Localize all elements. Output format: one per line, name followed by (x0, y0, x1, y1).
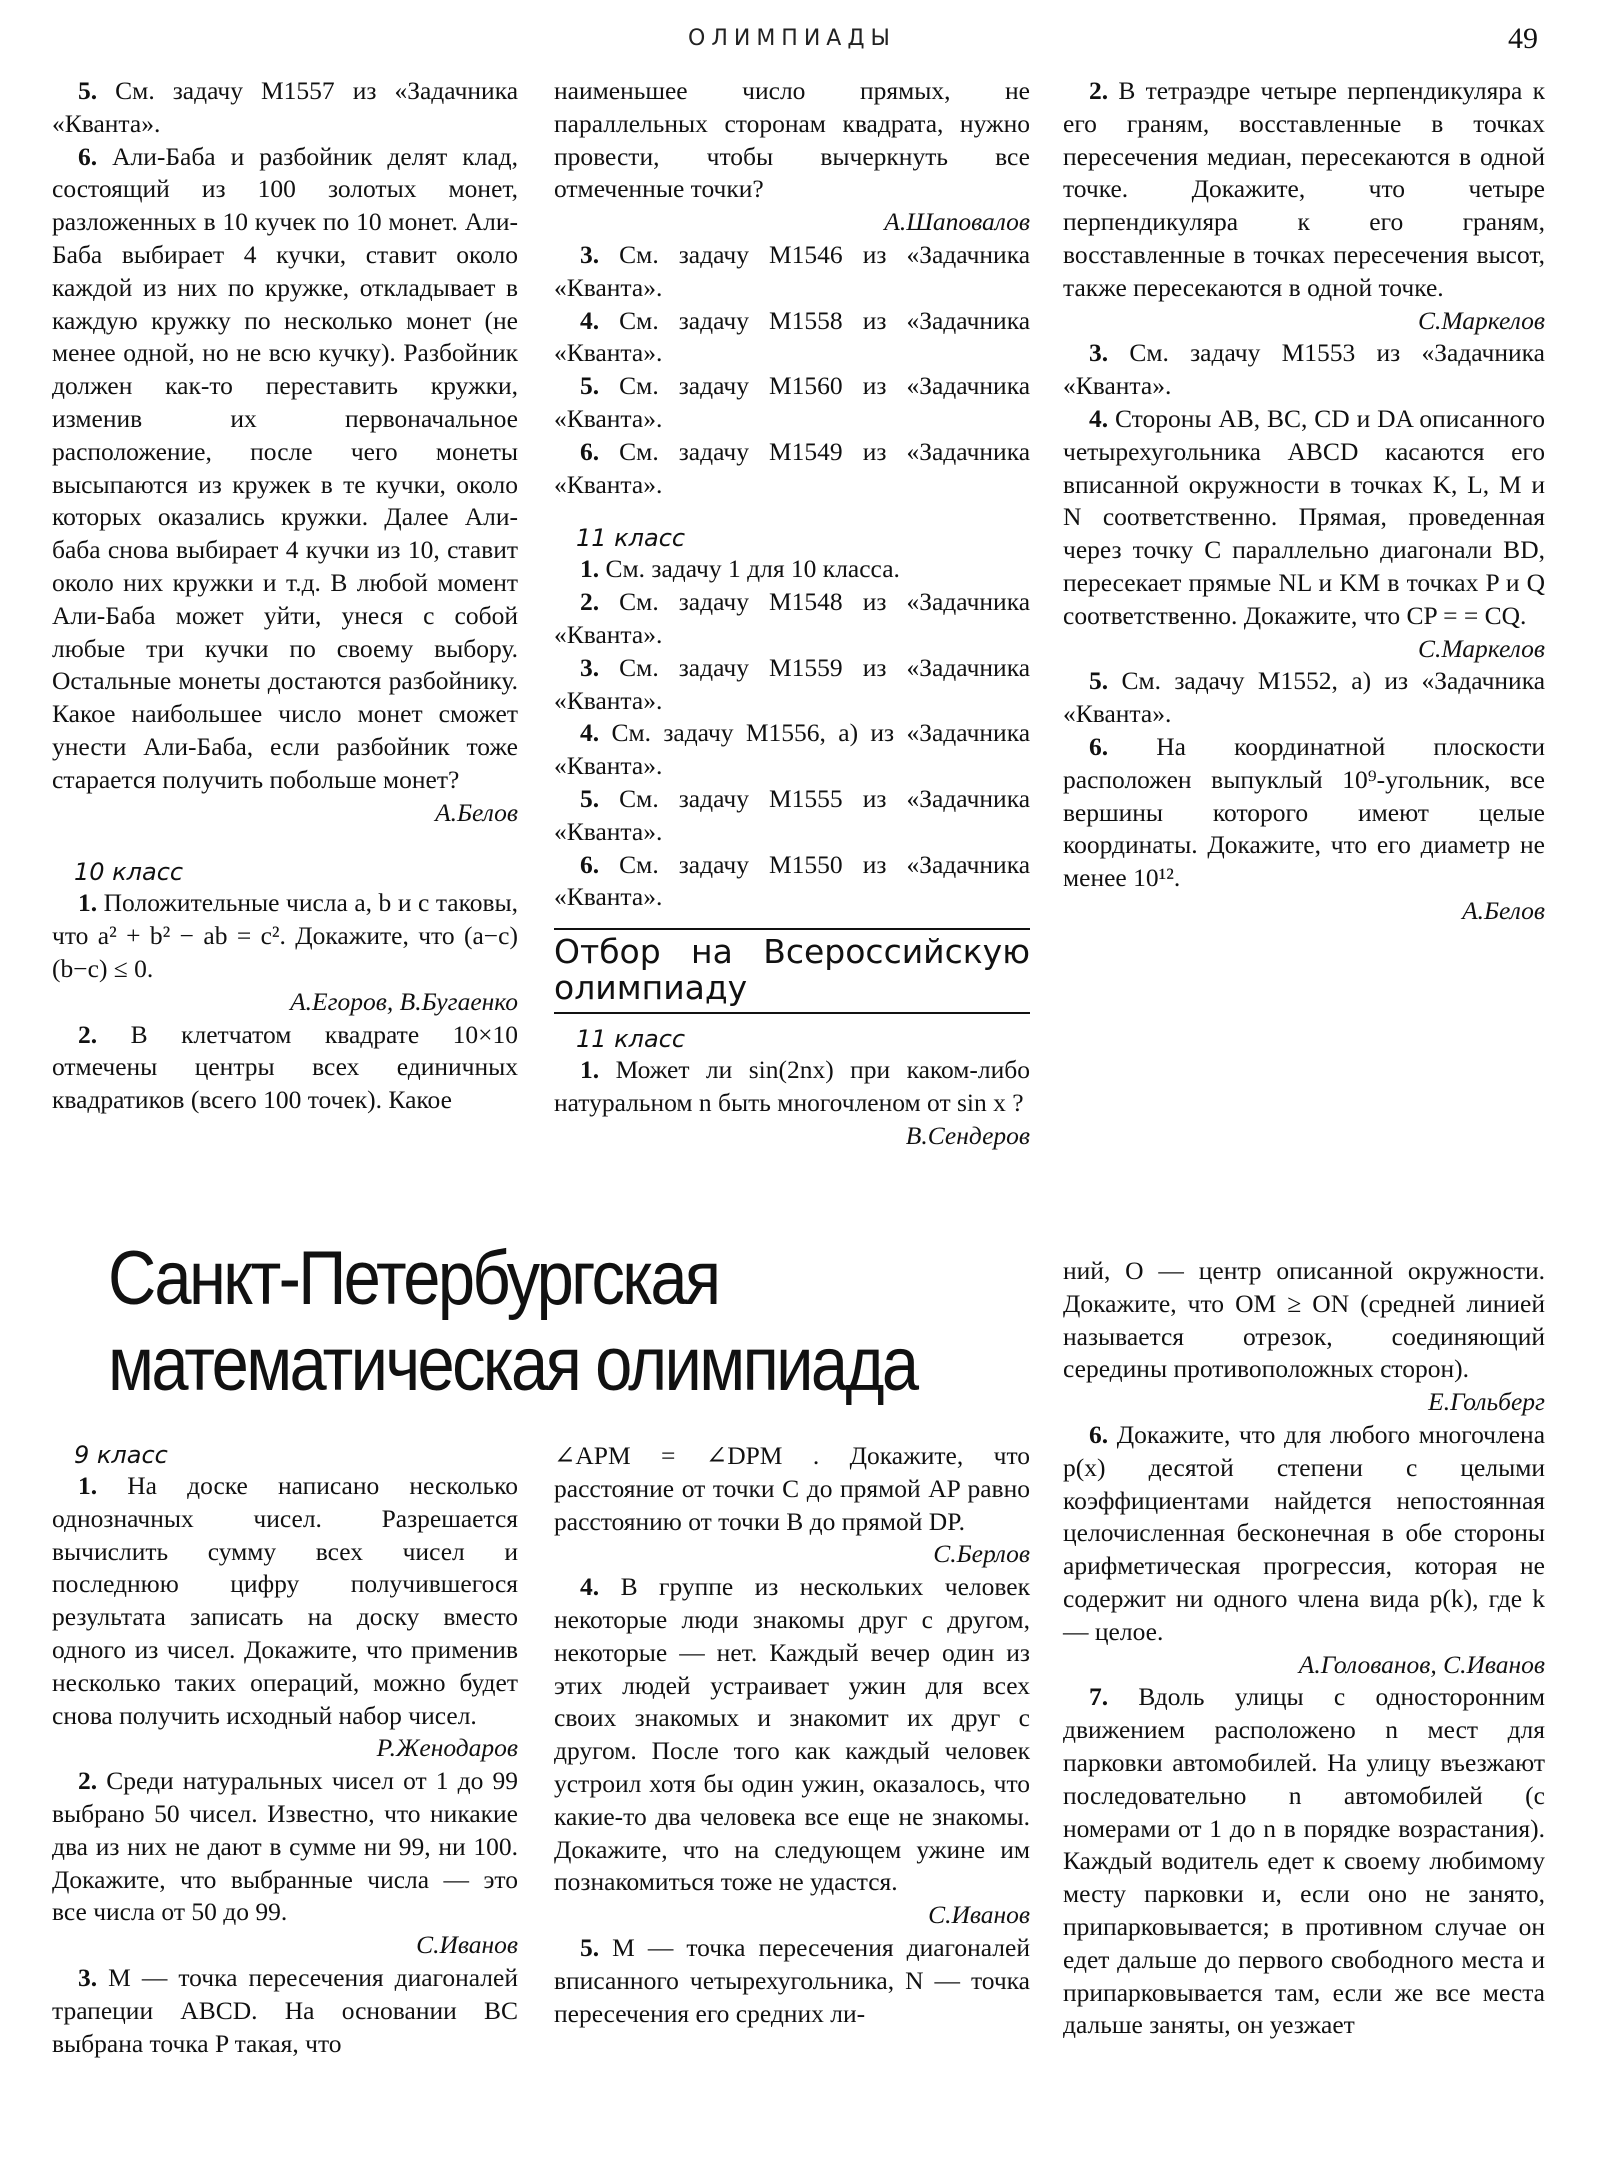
problem-number: 5. (580, 371, 600, 401)
problem-number: 5. (580, 783, 600, 813)
problem-number: 5. (78, 76, 98, 105)
problem-number: 4. (580, 1572, 600, 1602)
problem-number: 5. (580, 1932, 600, 1962)
problem-text: M — точка пересечения диагоналей вписанного четырехугольника, N — точка пересечения его средних ли- (554, 1932, 1030, 2028)
problem-number: 7. (1089, 1682, 1109, 1712)
running-title: ОЛИМПИАДЫ (688, 26, 896, 51)
problem (1063, 1419, 1545, 1649)
problem-list (554, 1571, 1030, 2030)
problem (52, 1962, 518, 2060)
problem-text: M — точка пересечения диагоналей трапеции ABCD. На основании BC выбрана точка P такая, что (52, 1962, 518, 2058)
problem-list (52, 1470, 518, 2060)
problem (554, 370, 1030, 436)
problem-text: См. задачу М1549 из «Задачника «Кванта». (554, 436, 1031, 499)
problem-text: См. задачу М1560 из «Задачника «Кванта». (554, 371, 1031, 433)
problem-list (52, 887, 518, 1117)
author: С.Маркелов (1418, 633, 1545, 663)
author: В.Сендеров (905, 1120, 1030, 1150)
author: А.Егоров, В.Бугаенко (290, 986, 518, 1016)
problem-text: См. задачу М1550 из «Задачника «Кванта». (554, 849, 1031, 912)
problem-text: См. задачу М1548 из «Задачника «Кванта». (554, 587, 1031, 649)
article-column-2 (554, 1440, 1030, 2030)
problem-number: 4. (580, 718, 600, 748)
problem-number: 6. (580, 436, 600, 466)
problem (554, 305, 1030, 371)
problem (554, 717, 1030, 783)
problem (1063, 403, 1545, 633)
problem (554, 1932, 1030, 2030)
problem (554, 652, 1030, 718)
problem-number: 3. (78, 1962, 98, 1992)
author: С.Маркелов (1418, 305, 1545, 335)
problem-text: См. задачу М1555 из «Задачника «Кванта». (554, 783, 1031, 846)
page-header (0, 22, 1600, 66)
section-heading: 9 класс (74, 1441, 168, 1469)
problem-text: На доске написано несколько однозначных чисел. Разрешается вычислить сумму всех чисел и последнюю цифру получившегося результата записать на доску вместо одного из чисел. Докажите, что применив несколько таких операций, можно будет снова получить исходный набор чисел. (52, 1471, 518, 1730)
problem (1063, 1681, 1545, 2042)
problem-text: См. задачу М1546 из «Задачника «Кванта». (554, 239, 1031, 302)
problem-number: 1. (78, 888, 98, 918)
problem-continuation: ний, O — центр описанной окружности. Докажите, что OM ≥ ON (средней линией называется отрезок, соединяющий середины противоположных сторон). (1063, 1256, 1545, 1384)
problem-text: В клетчатом квадрате 10×10 отмечены центры всех единичных квадратиков (всего 100 точек). Какое (52, 1019, 519, 1115)
problem-list (1063, 665, 1545, 895)
problem-number: 1. (78, 1471, 98, 1500)
problem (554, 436, 1030, 502)
problem-list (1063, 1419, 1545, 2042)
article-title (108, 1236, 916, 1408)
author: С.Иванов (928, 1900, 1030, 1930)
problem (1063, 337, 1545, 403)
title-line-2: математическая олимпиада (108, 1322, 917, 1407)
subsection-heading: Отбор на Всероссийскую олимпиаду (554, 928, 1030, 1014)
problem-text: Али-Баба и разбойник делят клад, состоящий из 100 золотых монет, разложенных в 10 кучек по 10 монет. Али-Баба выбирает 4 кучки, ставит около каждой из них по кружке, откладывает в каждую кружку по несколько монет (не менее одной, но не всю кучку). Разбойник должен как-то переставить кружки, изменив их первоначальное расположение, после чего монеты высыпаются из кружек в те кучки, около которых оказались кружки. Далее Али-баба снова выбирает 4 кучки из 10, ставит около них кружки и т.д. В любой момент Али-Баба может уйти, унеся с собой любые три кучки по своему выбору. Остальные монеты достаются разбойнику. Какое наибольшее число монет сможет унести Али-Баба, если разбойник тоже старается получить побольше монет? (52, 141, 518, 794)
section-heading: 11 класс (576, 1025, 686, 1054)
problem-number: 4. (580, 305, 600, 335)
problem-number: 6. (1089, 1419, 1109, 1449)
problem-text: См. задачу М1559 из «Задачника «Кванта». (554, 652, 1031, 715)
problem-number: 2. (580, 587, 600, 617)
problem-number: 3. (580, 239, 600, 269)
problem (554, 783, 1030, 849)
author: А.Шаповалов (884, 207, 1030, 237)
problem-text: В группе из нескольких человек некоторые люди знакомы друг с другом, некоторые — нет. Каждый вечер один из этих людей устраивает ужин для всех своих знакомых и знакомит их друг с другом. После того как каждый человек устроил хотя бы один ужин, оказалось, что какие-то два человека все еще не знакомы. Докажите, что на следующем ужине им познакомиться тоже не удастся. (554, 1572, 1031, 1897)
problem-continuation: наименьшее число прямых, не параллельных сторонам квадрата, нужно провести, чтобы вычеркнуть все отмеченные точки? (554, 76, 1030, 204)
problem-number: 3. (1089, 338, 1109, 368)
problem-text: См. задачу 1 для 10 класса. (605, 554, 900, 584)
section-heading: 11 класс (576, 524, 686, 553)
title-line-1: Санкт-Петербургская (108, 1236, 719, 1321)
author: А.Голованов, С.Иванов (1298, 1649, 1545, 1679)
problem-text: См. задачу М1553 из «Задачника «Кванта». (1063, 338, 1545, 401)
problem-text: См. задачу М1558 из «Задачника «Кванта». (554, 305, 1031, 368)
author: А.Белов (1462, 895, 1545, 925)
problem (554, 553, 1030, 586)
problem-number: 4. (1089, 403, 1109, 433)
problem (52, 1470, 518, 1732)
problem-number: 1. (580, 554, 600, 584)
author: Е.Гольберг (1428, 1387, 1545, 1417)
author: А.Белов (435, 797, 518, 827)
author: С.Иванов (416, 1930, 518, 1960)
problem (52, 887, 518, 985)
problem-number: 6. (78, 141, 98, 171)
problem-number: 2. (78, 1019, 98, 1049)
section-heading: 10 класс (74, 858, 184, 887)
author: Р.Женодаров (376, 1733, 518, 1763)
problem-number: 6. (580, 849, 600, 879)
problem-text: Докажите, что для любого многочлена p(x) десятой степени с целыми коэффициентами найдется непостоянная целочисленная бесконечная в обе стороны арифметическая прогрессия, которая не содержит ни одного члена вида p(k), где k — целое. (1063, 1419, 1546, 1646)
problem (554, 586, 1030, 652)
problem: 1. Может ли sin(2nx) при каком-либо натуральном n быть многочленом от sin x ? (554, 1055, 1030, 1117)
problem-list (554, 553, 1030, 914)
page-number: 49 (1508, 22, 1538, 55)
problem-text: См. задачу М1556, а) из «Задачника «Кванта». (554, 718, 1031, 781)
problem-list (1063, 337, 1545, 632)
problem (52, 1019, 518, 1117)
article-column-3 (1063, 1255, 1545, 2042)
problem (52, 1765, 518, 1929)
problem (554, 1571, 1030, 1899)
problem (52, 75, 518, 141)
problem-text: См. задачу М1552, а) из «Задачника «Кванта». (1063, 666, 1546, 729)
problem (1063, 665, 1545, 731)
author: С.Берлов (933, 1539, 1030, 1569)
problem-text: См. задачу М1557 из «Задачника «Кванта». (52, 76, 519, 138)
problem-text: Вдоль улицы с односторонним движением расположено n мест для парковки автомобилей. На улицу въезжают последовательно n автомобилей (с номерами от 1 до n в порядке возрастания). Каждый водитель едет к своему любимому месту парковки и, если оно не занято, припарковывается; в противном случае он едет дальше до первого свободного места и припарковывается там, если же все места дальше заняты, он уезжает (1063, 1682, 1545, 2040)
problem-number: 2. (78, 1766, 98, 1796)
top-column-1 (52, 75, 518, 1117)
problem-continuation: ∠APM = ∠DPM . Докажите, что расстояние от точки C до прямой AP равно расстоянию от точки B до прямой DP. (554, 1441, 1030, 1536)
problem-text: На координатной плоскости расположен выпуклый 10⁹-угольник, все вершины которого имеют целые координаты. Докажите, что его диаметр не менее 10¹². (1063, 731, 1546, 893)
problem (1063, 731, 1545, 895)
problem-text: Среди натуральных чисел от 1 до 99 выбрано 50 чисел. Известно, что никакие два из них не дают в сумме ни 99, ни 100. Докажите, что выбранные числа — это все числа от 50 до 99. (52, 1766, 519, 1927)
problem (554, 239, 1030, 305)
problem: 2. В тетраэдре четыре перпендикуляра к его граням, восставленные в точках пересечения медиан, пересекаются в одной точке. Докажите, что четыре перпендикуляра к его граням, восставленные в точках пересечения высот, также пересекаются в одной точке. (1063, 76, 1546, 302)
article-column-1 (52, 1440, 518, 2060)
problem-text: Стороны AB, BC, CD и DA описанного четырехугольника ABCD касаются его вписанной окружности в точках K, L, M и N соответственно. Прямая, проведенная через точку C параллельно диагонали BD, пересекает прямые NL и KM в точках P и Q соответственно. Докажите, что CP = = CQ. (1063, 403, 1545, 630)
problem-number: 3. (580, 652, 600, 682)
problem (554, 849, 1030, 915)
top-column-2 (554, 75, 1030, 1153)
problem-number: 5. (1089, 666, 1109, 696)
top-column-3 (1063, 75, 1545, 928)
problem-list (554, 239, 1030, 501)
problem-number: 6. (1089, 731, 1109, 761)
problem-list (52, 75, 518, 797)
problem-text: Положительные числа a, b и c таковы, что a² + b² − ab = c². Докажите, что (a−c)(b−c) ≤ 0. (52, 888, 518, 983)
problem (52, 141, 518, 797)
